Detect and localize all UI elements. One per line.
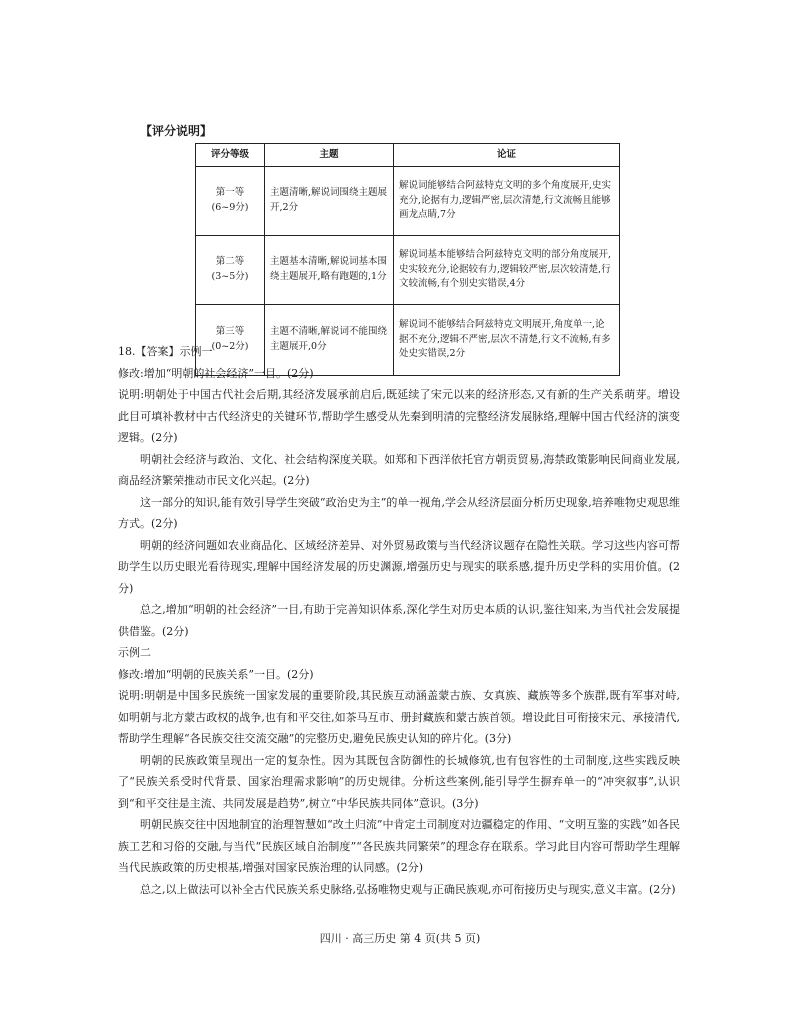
- grade-label: 第二等: [215, 256, 245, 268]
- grade-label: 第一等: [215, 187, 245, 199]
- table-row: [196, 167, 620, 236]
- answer-paragraph: 修改:增加“明朝的民族关系”一目。(2分): [118, 667, 314, 681]
- grade-range: (3~5分): [211, 271, 249, 282]
- argument-cell: 解说词基本能够结合阿兹特克文明的部分角度展开,史实较充分,论据较有力,逻辑较严密,层次较清楚,行文较流畅,有个别史实错误,4分: [394, 236, 620, 305]
- header-topic: 主题: [265, 144, 394, 167]
- grade-range: (6~9分): [211, 202, 249, 213]
- grade-range: (0~2分): [211, 341, 249, 352]
- example-heading: 示例二: [118, 646, 151, 659]
- answer-paragraph: 明朝的民族政策呈现出一定的复杂性。因为其既包含防御性的长城修筑,也有包容性的土司制度,这些实践反映了“民族关系受时代背景、国家治理需求影响”的历史规律。分析这些案例,能引导学生摒弃单一的“冲突叙事”,认识到“和平交往是主流、共同发展是趋势”,树立“中华民族共同体”意识。(3分): [118, 753, 680, 810]
- grade-label: 第三等: [215, 326, 245, 338]
- table-row: [196, 236, 620, 305]
- grade-cell: [196, 167, 265, 236]
- answer-paragraph: 明朝的经济问题如农业商品化、区域经济差异、对外贸易政策与当代经济议题存在隐性关联。学习这些内容可帮助学生以历史眼光看待现实,理解中国经济发展的历史渊源,增强历史与现实的联系感,提升历史学科的实用价值。(2分): [118, 538, 680, 595]
- answer-paragraph: 明朝民族交往中因地制宜的治理智慧如“改土归流”中肯定土司制度对边疆稳定的作用、“文明互鉴的实践”如各民族工艺和习俗的交融,与当代“民族区域自治制度”“各民族共同繁荣”的理念存在联系。学习此目内容可帮助学生理解当代民族政策的历史根基,增强对国家民族治理的认同感。(2分): [118, 818, 680, 874]
- answer-paragraph: 明朝社会经济与政治、文化、社会结构深度关联。如郑和下西洋依托官方朝贡贸易,海禁政策影响民间商业发展,商品经济繁荣推动市民文化兴起。(2分): [118, 452, 680, 487]
- header-argument: 论证: [394, 144, 620, 167]
- answer-paragraph: 这一部分的知识,能有效引导学生突破“政治史为主”的单一视角,学会从经济层面分析历史现象,培养唯物史观思维方式。(2分): [118, 495, 680, 530]
- header-grade: 评分等级: [196, 144, 265, 167]
- argument-cell: 解说词能够结合阿兹特克文明的多个角度展开,史实充分,论据有力,逻辑严密,层次清楚,行文流畅且能够画龙点睛,7分: [394, 167, 620, 236]
- answer-paragraph: 说明:明朝处于中国古代社会后期,其经济发展承前启后,既延续了宋元以来的经济形态,又有新的生产关系萌芽。增设此目可填补教材中古代经济史的关键环节,帮助学生感受从先秦到明清的完整经济发展脉络,理解中国古代经济的演变逻辑。(2分): [118, 388, 680, 444]
- answer-paragraph: 修改:增加“明朝的社会经济”一目。(2分): [118, 366, 314, 380]
- answer-paragraph: 总之,增加“明朝的社会经济”一目,有助于完善知识体系,深化学生对历史本质的认识,鉴往知来,为当代社会发展提供借鉴。(2分): [118, 603, 680, 638]
- answer-paragraph: 总之,以上做法可以补全古代民族关系史脉络,弘扬唯物史观与正确民族观,亦可衔接历史与现实,意义丰富。(2分): [140, 882, 676, 896]
- topic-cell: 主题基本清晰,解说词基本围绕主题展开,略有跑题的,1分: [265, 236, 394, 305]
- topic-cell: 主题不清晰,解说词不能围绕主题展开,0分: [265, 305, 394, 376]
- answer-heading: 18.【答案】示例一: [118, 345, 213, 358]
- answer-paragraph: 说明:明朝是中国多民族统一国家发展的重要阶段,其民族互动涵盖蒙古族、女真族、藏族等多个族群,既有军事对峙,如明朝与北方蒙古政权的战争,也有和平交往,如茶马互市、册封藏族和蒙古族首领。增设此目可衔接宋元、承接清代,帮助学生理解“各民族交往交流交融”的完整历史,避免民族史认知的碎片化。(3分): [118, 689, 680, 745]
- argument-cell: 解说词不能够结合阿兹特克文明展开,角度单一,论据不充分,逻辑不严密,层次不清楚,行文不流畅,有多处史实错误,2分: [394, 305, 620, 376]
- table-header-row: [196, 144, 620, 167]
- topic-cell: 主题清晰,解说词围绕主题展开,2分: [265, 167, 394, 236]
- scoring-title: 【评分说明】: [140, 124, 213, 138]
- grade-cell: [196, 236, 265, 305]
- page-footer: 四川 · 高三历史 第 4 页(共 5 页): [319, 932, 481, 945]
- answer-body: [118, 341, 680, 900]
